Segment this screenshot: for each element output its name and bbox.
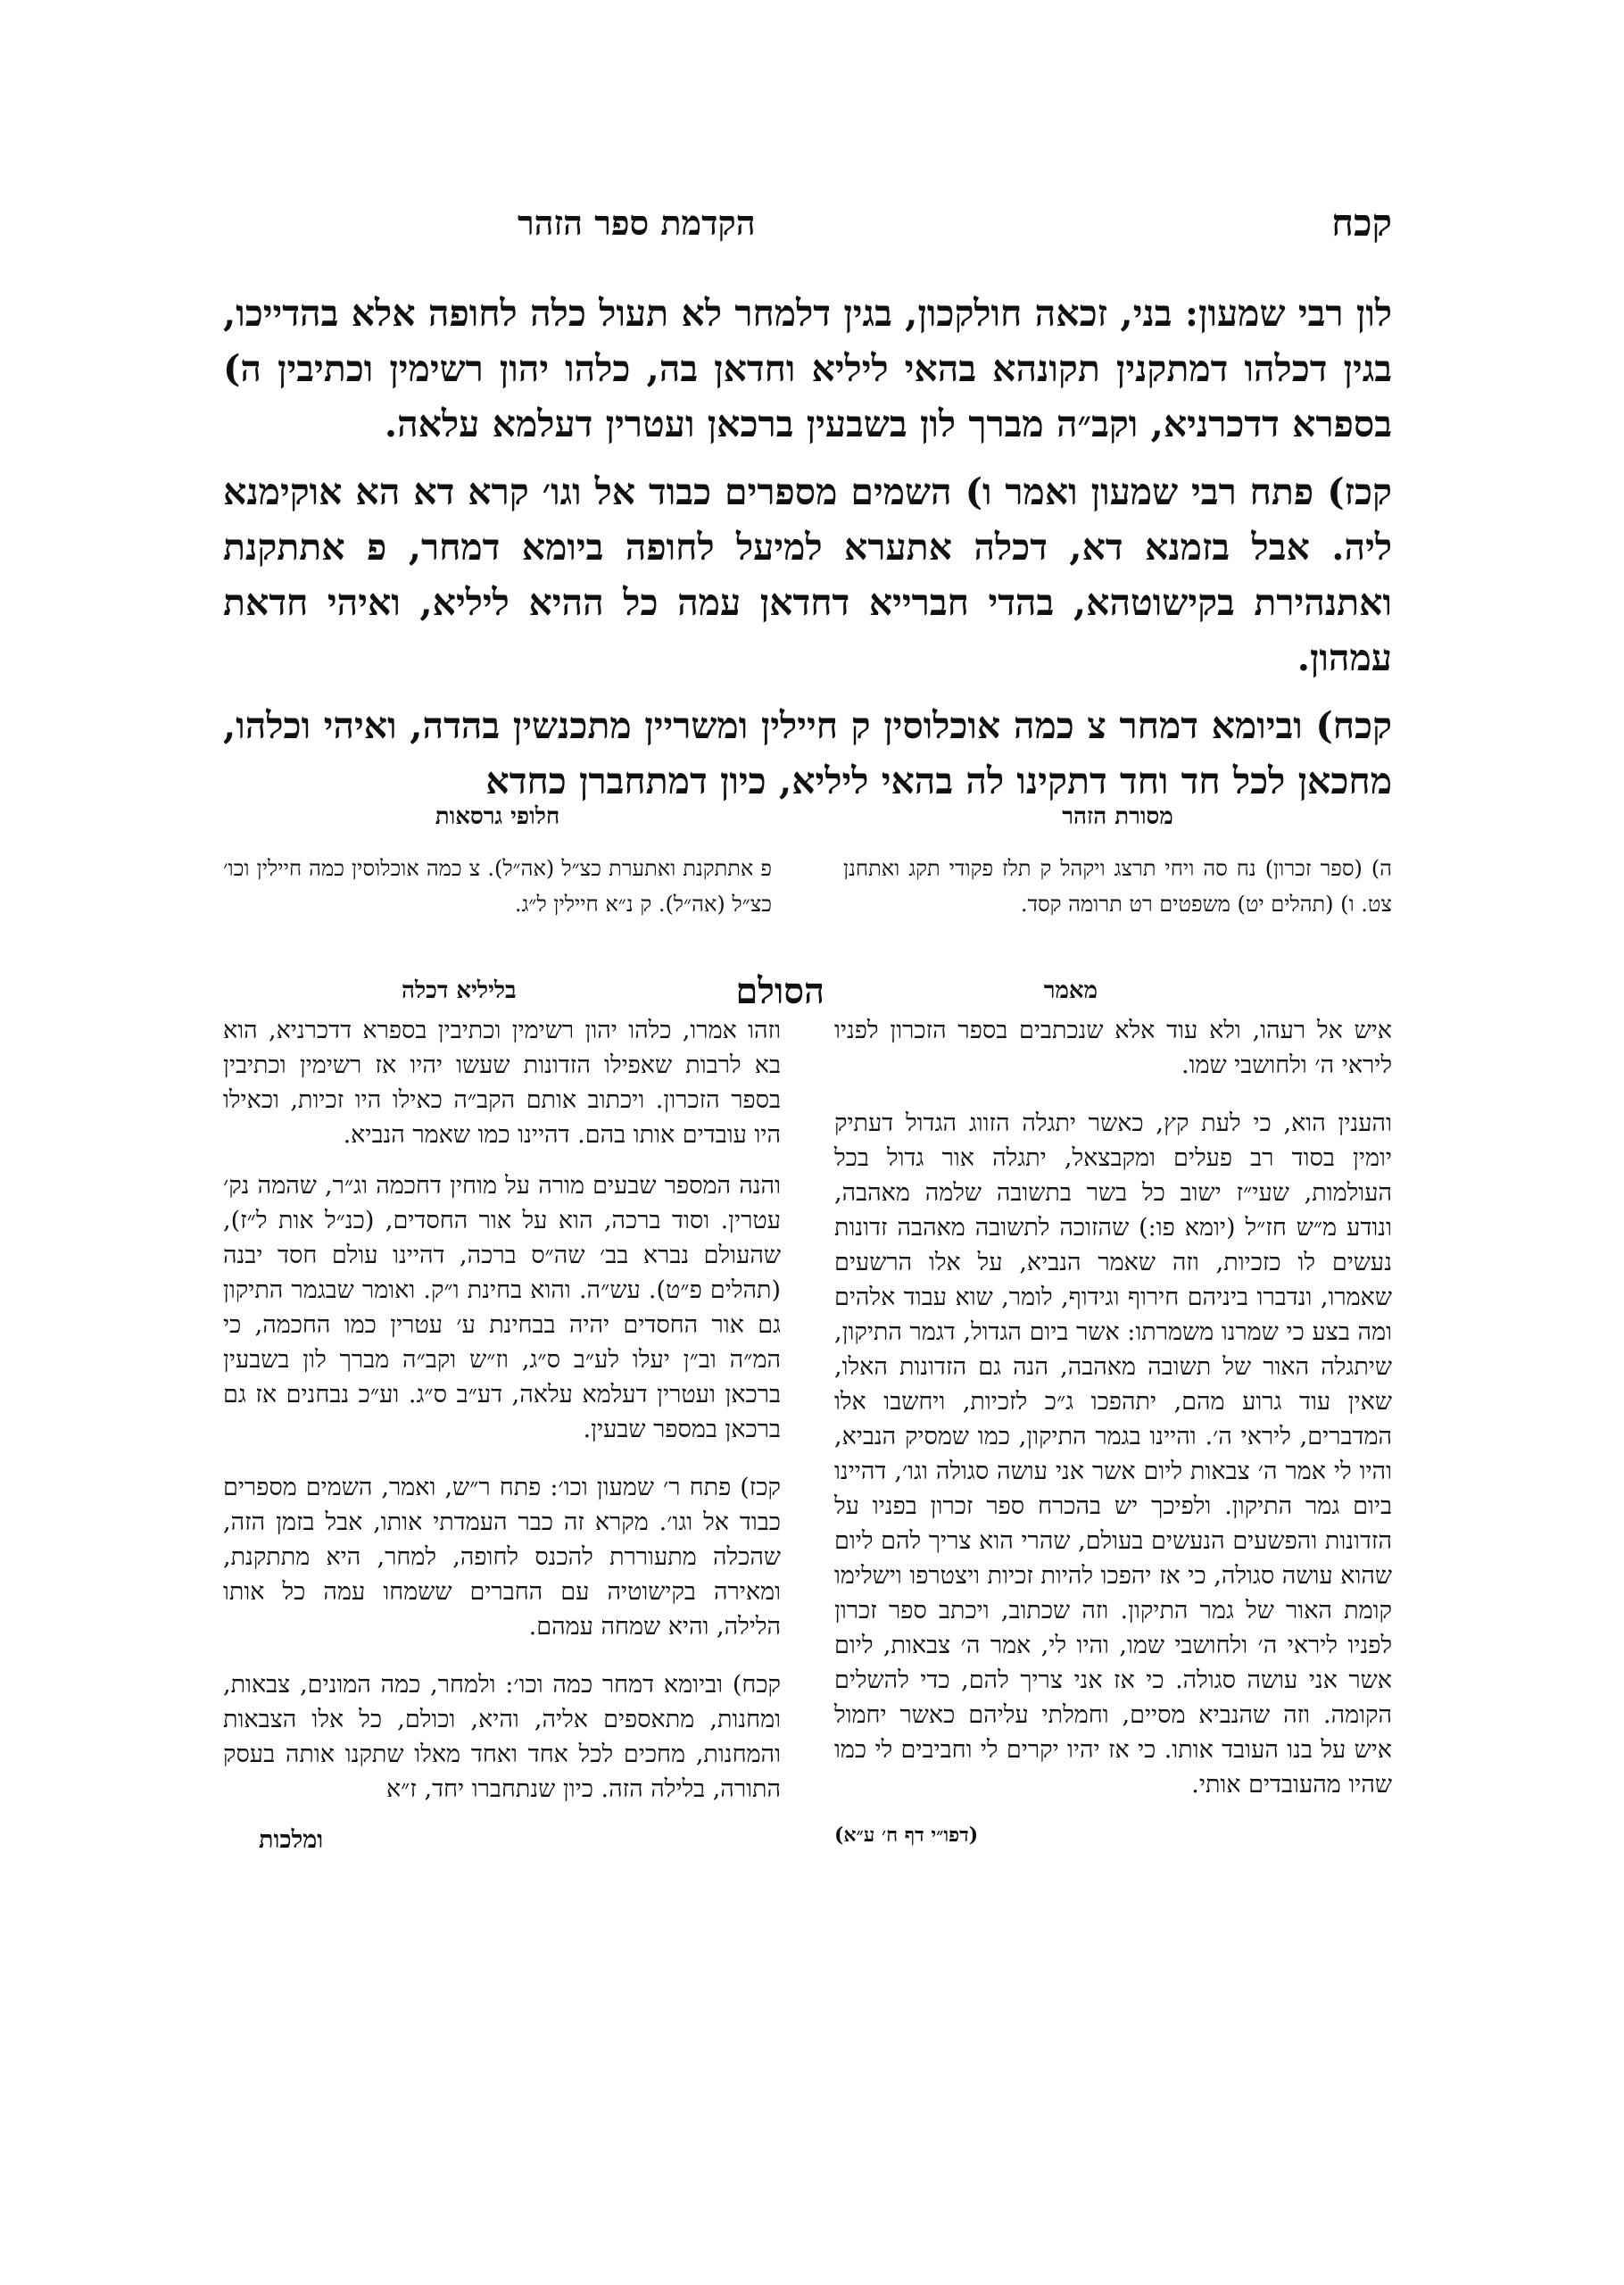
zohar-paragraph-2: קכז) פתח רבי שמעון ואמר ו) השמים מספרים כבוד אל וגו׳ קרא דא הא אוקימנא ליה. אבל בזמנא דא, דכלה אתערא למיעל לחופה ביומא דמחר, פ אתתקנת ואתנהירת בקישוטהא, בהדי חברייא דחדאן עמה כל ההיא ליליא, ואיהי חדאת עמהון. — [223, 470, 1392, 679]
sulam-header — [223, 964, 1392, 1018]
sulam-commentary — [223, 1013, 1392, 2066]
girsaot-text: פ אתתקנת ואתערת כצ״ל (אה״ל). צ כמה אוכלוסין כמה חיילין וכו׳ כצ״ל (אה״ל). ק נ״א חיילין ל״ג. — [223, 856, 772, 917]
commentary-paragraph: וזהו אמרו, כלהו יהון רשימין וכתיבין בספרא דדכרניא, הוא בא לרבות שאפילו הזדונות שעשו יהיו אז רשימין וכתיבין בספר הזכרון. ויכתוב אותם הקב״ה כאילו היו זכיות, וכאילו היו עובדים אותו בהם. דהיינו כמו שאמר הנביא. — [223, 1017, 781, 1149]
sulam-label-right: מאמר — [1043, 977, 1098, 1004]
girsaot-heading: חלופי גרסאות — [435, 803, 560, 830]
sulam-label-left: בליליא דכלה — [402, 977, 517, 1004]
commentary-paragraph: והענין הוא, כי לעת קץ, כאשר יתגלה הזווג הגדול דעתיק יומין בסוד רב פעלים ומקבצאל, יתגלה אור גדול בכל העולמות, שעי״ז ישוב כל בשר בתשובה שלמה מאהבה, ונודע מ״ש חז״ל (יומא פו:) שהזוכה לתשובה מאהבה זדונות נעשים לו כזכיות, וזה שאמר הנביא, על אלו הרשעים שאמרו, ונדברו ביניהם חירוף וגידוף, לומר, שוא עבוד אלהים ומה בצע כי שמרנו משמרתו: אשר ביום הגדול, דגמר התיקון, שיתגלה האור של תשובה מאהבה, הנה גם הזדונות האלו, שאין עוד גרוע מהם, יתהפכו ג״כ לזכיות, ויחשבו אלו המדברים, ליראי ה׳. והיינו בגמר התיקון, כמו שמסיק הנביא, והיו לי אמר ה׳ צבאות ליום אשר אני עושה סגולה וגו׳, דהיינו ביום גמר התיקון. ולפיכך יש בהכרח ספר זכרון בפניו על הזדונות והפשעים הנעשים בעולם, שהרי הוא צריך להם ליום שהוא עושה סגולה, כי אז יהפכו להיות זכיות ויצטרפו וישלימו קומת האור של גמר התיקון. וזה שכתוב, ויכתב ספר זכרון לפניו ליראי ה׳ ולחושבי שמו, והיו לי, אמר ה׳ צבאות, ליום אשר אני עושה סגולה. כי אז אני צריך להם, כדי להשלים הקומה. וזה שהנביא מסיים, וחמלתי עליהם כאשר יחמול איש על בנו העובד אותו. כי אז יהיו יקרים לי וחביבים לי כמו שהיו מהעובדים אותי. — [834, 1109, 1393, 1799]
commentary-paragraph: והנה המספר שבעים מורה על מוחין דחכמה וג״ר, שהמה נק׳ עטרין. וסוד ברכה, הוא על אור החסדים, (כנ״ל אות ל״ז), שהעולם נברא בב׳ שה״ס ברכה, דהיינו עולם חסד יבנה (תהלים פ״ט). עש״ה. והוא בחינת ו״ק. ואומר שבגמר התיקון גם אור החסדים יהיה בבחינת ע׳ עטרין כמו החכמה, כי המ״ה וב״ן יעלו לע״ב ס״ג, וז״ש וקב״ה מברך לון בשבעין ברכאן ועטרין דעלמא עלאה, דע״ב ס״ג. וע״כ נבחנים אז גם ברכאן במספר שבעין. — [223, 1172, 781, 1443]
commentary-left-column — [223, 1013, 781, 2066]
catchword: ומלכות — [259, 1826, 324, 1854]
zohar-main-text — [223, 286, 1392, 821]
sulam-title: הסולם — [735, 969, 824, 1012]
zohar-paragraph-3: קכח) וביומא דמחר צ כמה אוכלוסין ק חיילין ומשריין מתכנשין בהדה, ואיהי וכלהו, מחכאן לכל חד וחד דתקינו לה בהאי ליליא, כיון דמתחברן כחדא — [223, 704, 1392, 802]
commentary-paragraph: קכז) פתח ר׳ שמעון וכו׳: פתח ר״ש, ואמר, השמים מספרים כבוד אל וגו׳. מקרא זה כבר העמדתי אותו, אבל בזמן הזה, שהכלה מתעוררת להכנס לחופה, למחר, היא מתתקנת, ומאירה בקישוטיה עם החברים ששמחו עמה כל אותו הלילה, והיא שמחה עמהם. — [223, 1474, 781, 1641]
zohar-paragraph-1: לון רבי שמעון: בני, זכאה חולקכון, בגין דלמחר לא תעול כלה לחופה אלא בהדייכו, בגין דכלהו דמתקנין תקונהא בהאי ליליא וחדאן בה, כלהו יהון רשימין וכתיבין ה) בספרא דדכרניא, וקב״ה מברך לון בשבעין ברכאן ועטרין דעלמא עלאה. — [223, 292, 1392, 445]
notes-section — [223, 799, 1392, 942]
girsaot-column — [223, 799, 772, 942]
masoret-column — [843, 799, 1392, 942]
page-title: הקדמת ספר הזהר — [518, 203, 756, 243]
masoret-text: ה) (ספר זכרון) נח סה ויחי תרצג ויקהל ק תלז פקודי תקג ואתחנן צט. ו) (תהלים יט) משפטים רט תרומה קסד. — [843, 856, 1392, 917]
print-reference: (דפו״י דף ח׳ ע״א) — [834, 1824, 979, 1847]
running-head — [223, 196, 1392, 250]
page-number: קכח — [1331, 201, 1392, 245]
masoret-heading: מסורת הזהר — [1062, 803, 1173, 830]
commentary-paragraph: קכח) וביומא דמחר כמה וכו׳: ולמחר, כמה המונים, צבאות, ומחנות, מתאספים אליה, והיא, וכולם, כל אלו הצבאות והמחנות, מחכים לכל אחד ואחד מאלו שתקנו אותה בעסק התורה, בלילה הזה. כיון שנתחברו יחד, ז״א — [223, 1671, 781, 1803]
commentary-right-column — [834, 1013, 1392, 2066]
commentary-paragraph: איש אל רעהו, ולא עוד אלא שנכתבים בספר הזכרון לפניו ליראי ה׳ ולחושבי שמו. — [834, 1017, 1392, 1079]
